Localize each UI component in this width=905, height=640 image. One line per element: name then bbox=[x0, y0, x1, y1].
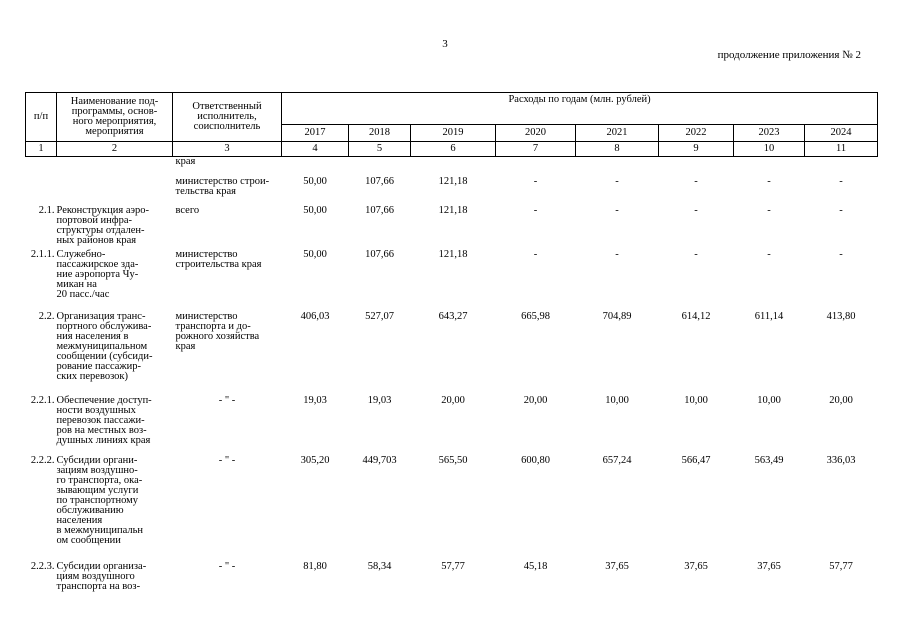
column-number: 7 bbox=[496, 142, 576, 157]
column-number: 2 bbox=[57, 142, 173, 157]
row-name: Субсидии организа- циям воздушного транспорта на воз- bbox=[56, 560, 147, 592]
row-value: 50,00 bbox=[303, 175, 327, 187]
row-value: 107,66 bbox=[365, 204, 394, 216]
row-value: - bbox=[839, 248, 843, 260]
row-value bbox=[349, 157, 411, 173]
row-value bbox=[496, 157, 576, 173]
table-row bbox=[26, 558, 878, 598]
row-code: 2.2.2. bbox=[30, 454, 55, 466]
row-name: Субсидии органи- зациям воздушно- го транспорта, ока- зывающим услуги по транспортному обслуживанию населения в межмуниципальн ом сообщении bbox=[56, 454, 144, 546]
row-value: 305,20 bbox=[300, 454, 330, 466]
row-value: 50,00 bbox=[303, 248, 327, 260]
row-name: Служебно- пассажирское зда- ние аэропорта Чу- микан на 20 пасс./час bbox=[56, 248, 139, 300]
row-value bbox=[734, 157, 805, 173]
row-code: 2.1. bbox=[38, 204, 55, 216]
row-name: Реконструкция аэро- портовой инфра- структуры отдален- ных районов края bbox=[56, 204, 149, 246]
row-name: Обеспечение доступ- ности воздушных перевозок пассажи- ров на местных воз- душных линиях края bbox=[56, 394, 152, 446]
header-year: 2021 bbox=[576, 125, 659, 142]
row-code bbox=[26, 173, 57, 202]
column-number: 1 bbox=[26, 142, 57, 157]
row-value: - bbox=[767, 204, 771, 216]
expenses-table bbox=[25, 92, 878, 598]
table-row bbox=[26, 202, 878, 246]
row-value: 406,03 bbox=[300, 310, 330, 322]
row-value bbox=[805, 157, 878, 173]
row-value: 614,12 bbox=[681, 310, 711, 322]
row-value: 10,00 bbox=[757, 394, 781, 406]
table-row bbox=[26, 308, 878, 392]
row-value: 19,03 bbox=[303, 394, 327, 406]
header-column-numbers bbox=[26, 142, 878, 157]
row-value: 81,80 bbox=[303, 560, 327, 572]
row-value: 20,00 bbox=[523, 394, 548, 406]
row-value: 107,66 bbox=[365, 175, 394, 187]
row-value: - bbox=[615, 248, 619, 260]
row-value: - bbox=[694, 175, 698, 187]
row-value: - bbox=[694, 248, 698, 260]
row-value: 704,89 bbox=[602, 310, 632, 322]
row-name bbox=[57, 173, 173, 202]
row-value: 37,65 bbox=[605, 560, 629, 572]
row-name bbox=[57, 157, 173, 173]
page-number: 3 bbox=[442, 38, 448, 50]
row-value: 121,18 bbox=[438, 175, 468, 187]
row-executor: - " - bbox=[218, 560, 236, 572]
row-value: 657,24 bbox=[602, 454, 632, 466]
row-value: 611,14 bbox=[754, 310, 784, 322]
row-value: 50,00 bbox=[303, 204, 327, 216]
row-code: 2.2.1. bbox=[30, 394, 55, 406]
row-value: 10,00 bbox=[684, 394, 708, 406]
header-year: 2023 bbox=[734, 125, 805, 142]
row-value: 665,98 bbox=[521, 310, 550, 322]
column-number: 8 bbox=[576, 142, 659, 157]
row-value: - bbox=[767, 248, 771, 260]
row-code bbox=[26, 157, 57, 173]
row-value: 600,80 bbox=[521, 454, 550, 466]
table-row bbox=[26, 157, 878, 173]
column-number: 10 bbox=[734, 142, 805, 157]
row-value: 413,80 bbox=[826, 310, 856, 322]
row-value: 45,18 bbox=[523, 560, 548, 572]
header-name: Наименование под- программы, основ- ного мероприятия, мероприятия bbox=[57, 93, 173, 142]
row-value: 643,27 bbox=[438, 310, 468, 322]
row-value: 121,18 bbox=[438, 248, 468, 260]
header-expenses: Расходы по годам (млн. рублей) bbox=[282, 93, 878, 125]
row-value bbox=[576, 157, 659, 173]
row-value: - bbox=[615, 175, 619, 187]
header-year: 2024 bbox=[805, 125, 878, 142]
row-code: 2.1.1. bbox=[30, 248, 55, 260]
column-number: 5 bbox=[349, 142, 411, 157]
row-executor: края bbox=[175, 156, 196, 167]
row-value: 565,50 bbox=[438, 454, 468, 466]
row-value: 449,703 bbox=[362, 454, 397, 466]
row-value: 336,03 bbox=[826, 454, 856, 466]
table-row bbox=[26, 392, 878, 452]
table-body bbox=[26, 157, 878, 598]
row-value: 20,00 bbox=[441, 394, 465, 406]
column-number: 6 bbox=[411, 142, 496, 157]
header-executor: Ответственный исполнитель, соисполнитель bbox=[173, 93, 282, 142]
header-year: 2019 bbox=[411, 125, 496, 142]
row-value: - bbox=[533, 204, 538, 216]
row-value: - bbox=[615, 204, 619, 216]
row-value bbox=[282, 157, 349, 173]
row-value: - bbox=[533, 175, 538, 187]
column-number: 4 bbox=[282, 142, 349, 157]
table-row bbox=[26, 452, 878, 558]
row-value: 20,00 bbox=[829, 394, 853, 406]
row-executor: - " - bbox=[218, 454, 236, 466]
table-row bbox=[26, 246, 878, 308]
column-number: 9 bbox=[659, 142, 734, 157]
row-value: - bbox=[839, 204, 843, 216]
row-executor: министерство строительства края bbox=[175, 248, 262, 270]
row-value: 19,03 bbox=[367, 394, 392, 406]
row-value: 10,00 bbox=[605, 394, 629, 406]
continuation-label: продолжение приложения № 2 bbox=[717, 49, 861, 61]
row-value: 57,77 bbox=[829, 560, 853, 572]
row-executor: министерство строи- тельства края bbox=[175, 175, 270, 197]
header-num: п/п bbox=[26, 93, 57, 142]
row-value: 566,47 bbox=[681, 454, 711, 466]
row-value bbox=[659, 157, 734, 173]
table-row bbox=[26, 173, 878, 202]
row-executor: министерство транспорта и до- рожного хозяйства края bbox=[175, 310, 260, 352]
header-year: 2020 bbox=[496, 125, 576, 142]
header-year: 2018 bbox=[349, 125, 411, 142]
row-value: 58,34 bbox=[367, 560, 392, 572]
row-value: - bbox=[694, 204, 698, 216]
row-value: 37,65 bbox=[684, 560, 708, 572]
row-value: - bbox=[767, 175, 771, 187]
row-value: 563,49 bbox=[754, 454, 784, 466]
row-executor: - " - bbox=[218, 394, 236, 406]
row-code: 2.2. bbox=[38, 310, 55, 322]
header-year: 2022 bbox=[659, 125, 734, 142]
row-code: 2.2.3. bbox=[30, 560, 55, 572]
row-value: 527,07 bbox=[365, 310, 394, 322]
row-value bbox=[411, 157, 496, 173]
row-executor: всего bbox=[175, 204, 200, 216]
row-value: 107,66 bbox=[365, 248, 394, 260]
row-value: 121,18 bbox=[438, 204, 468, 216]
row-value: - bbox=[839, 175, 843, 187]
row-value: - bbox=[533, 248, 538, 260]
column-number: 3 bbox=[173, 142, 282, 157]
column-number: 11 bbox=[805, 142, 878, 157]
row-value: 37,65 bbox=[757, 560, 781, 572]
row-value: 57,77 bbox=[441, 560, 465, 572]
header-year: 2017 bbox=[282, 125, 349, 142]
row-name: Организация транс- портного обслужива- ния населения в межмуниципальном сообщении (субсиди- рование пассажир- ских перевозок) bbox=[56, 310, 153, 382]
